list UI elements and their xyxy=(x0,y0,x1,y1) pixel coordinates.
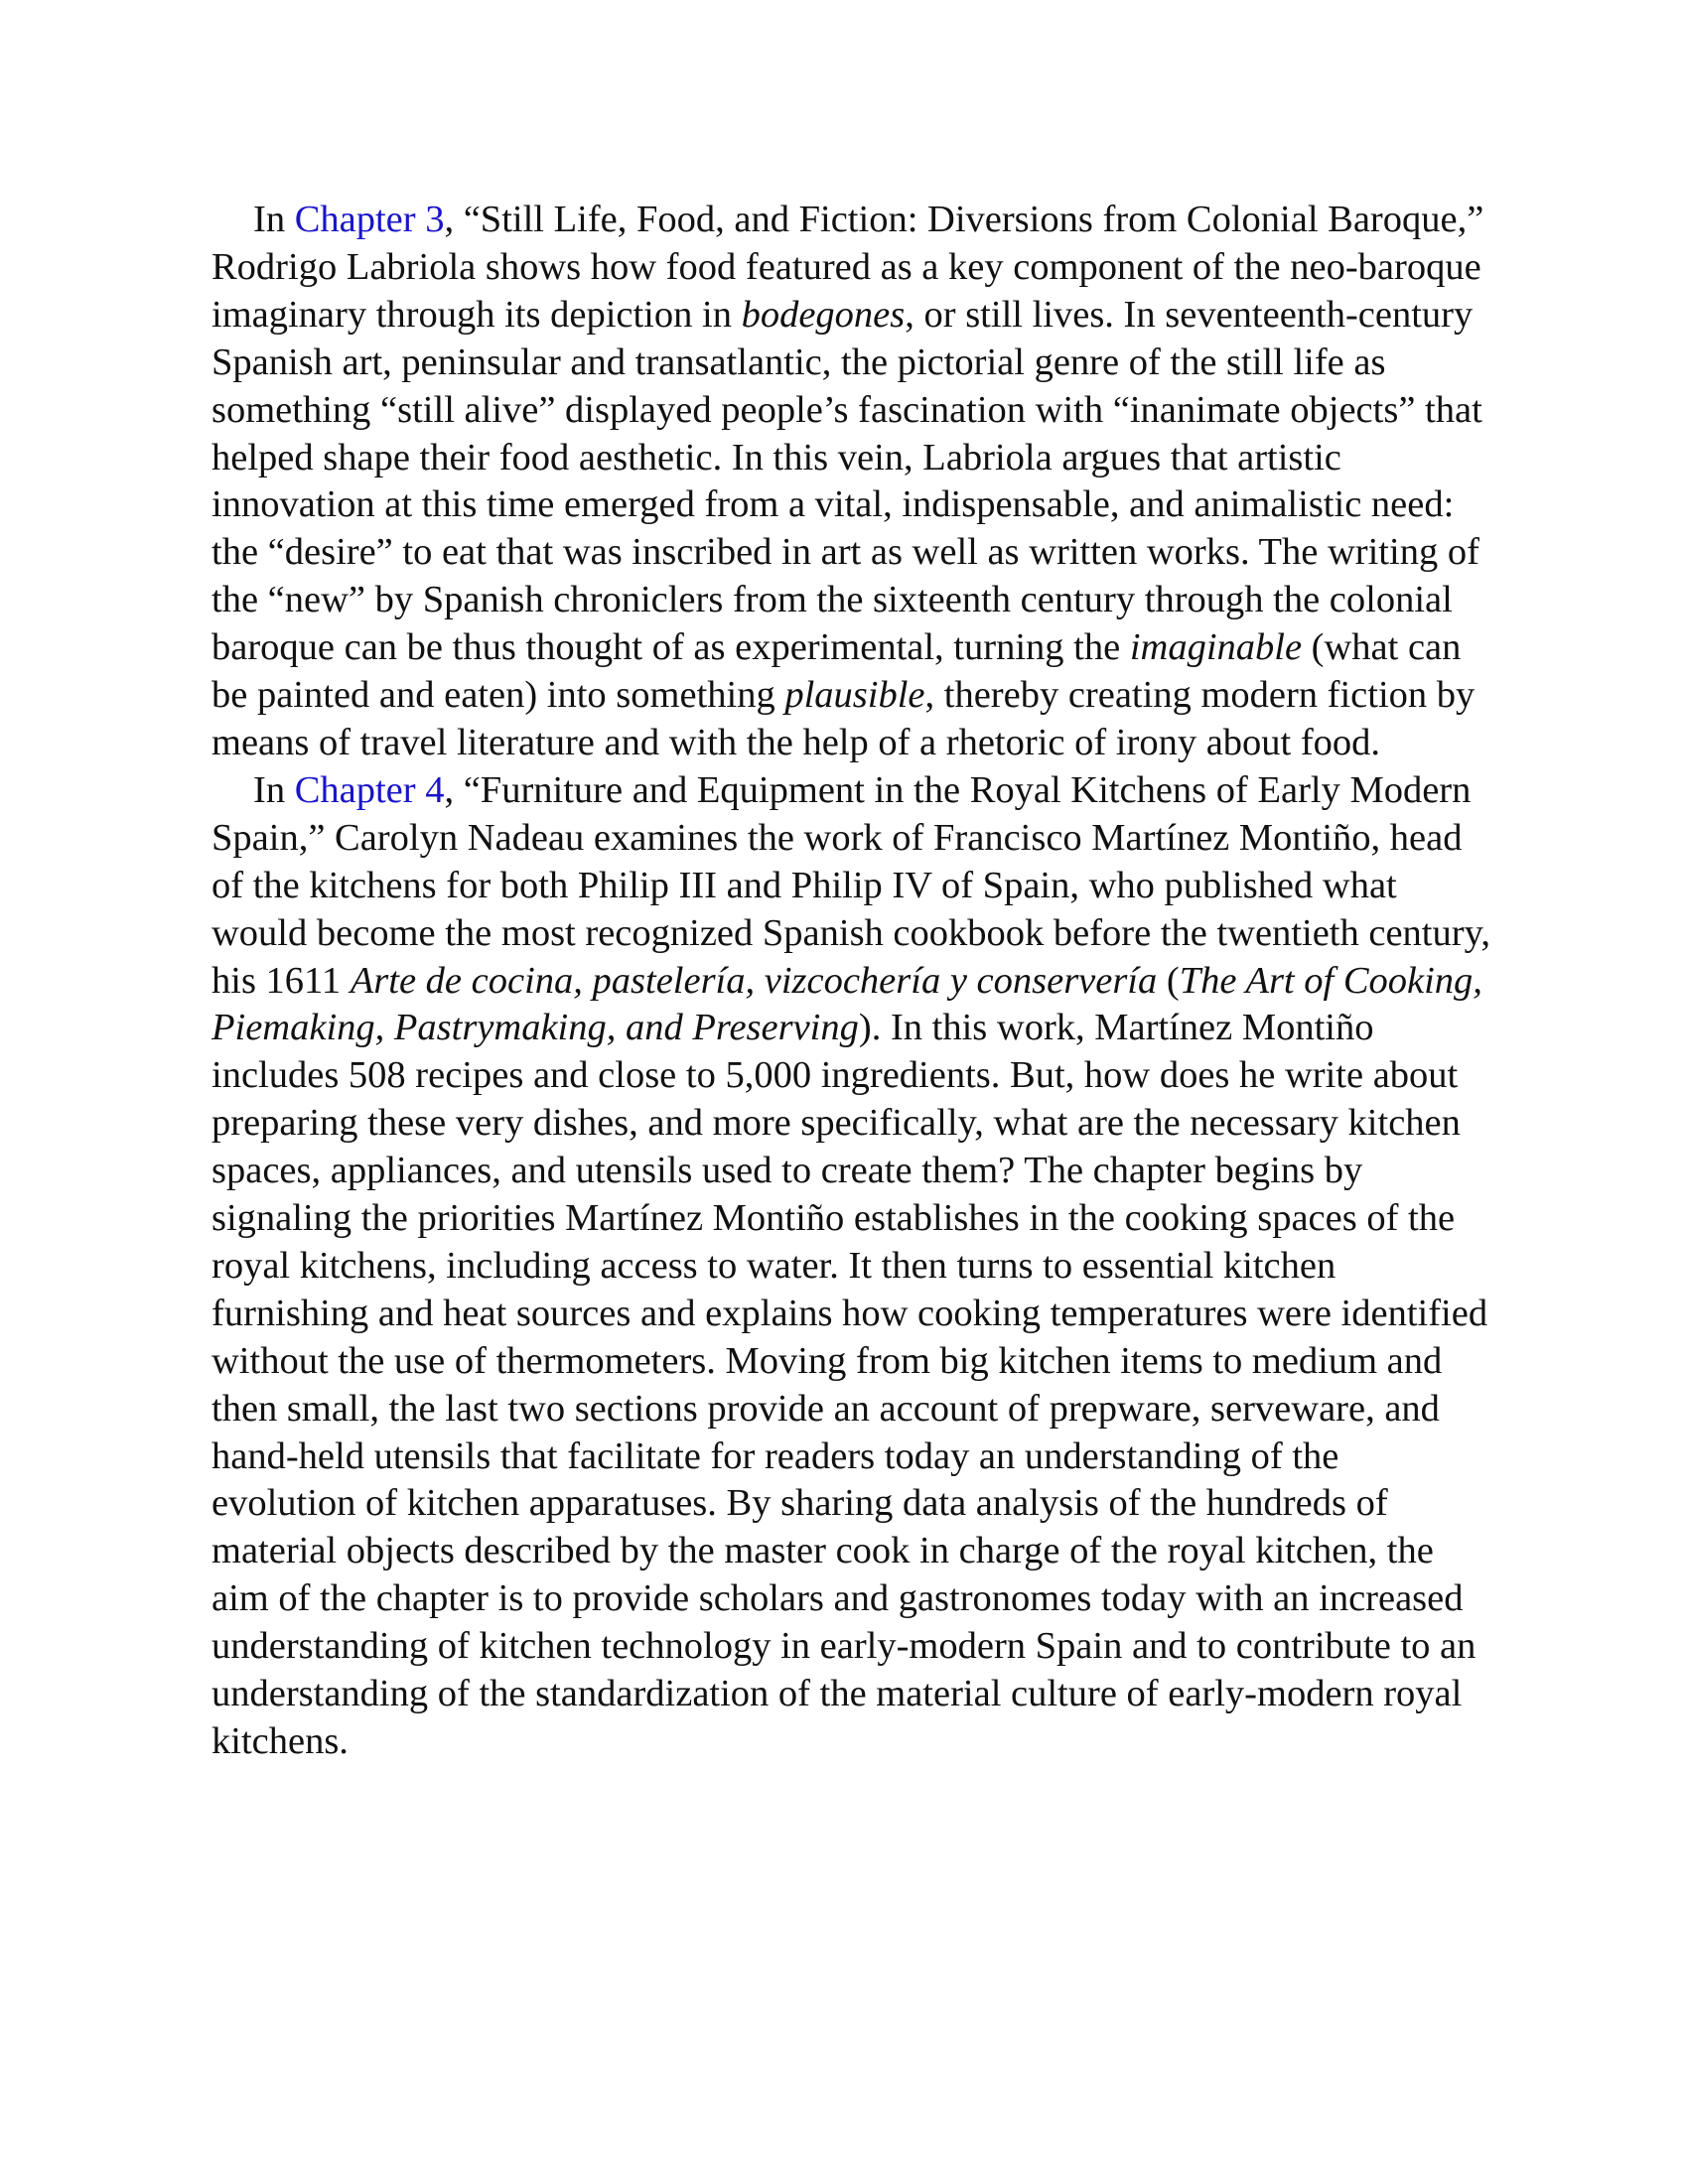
text-segment: , “Furniture and Equipment in the Royal Kitchens of Early Modern Spain,” Carolyn Nadeau examines the work of Francisco Martínez Montiño, head of the kitchens for both Philip III and Philip IV of Spain, who published what would become the most recognized Spanish cookbook before the twentieth century, his 1611 xyxy=(211,768,1490,1002)
text-segment: ). In this work, Martínez Montiño includes 508 recipes and close to 5,000 ingredients. But, how does he write about preparing these very dishes, and more specifically, what are the necessary kitchen spaces, appliances, and utensils used to create them? The chapter begins by signaling the priorities Martínez Montiño establishes in the cooking spaces of the royal kitchens, including access to water. It then turns to essential kitchen furnishing and heat sources and explains how cooking temperatures were identified without the use of thermometers. Moving from big kitchen items to medium and then small, the last two sections provide an account of prepware, serveware, and hand-held utensils that facilitate for readers today an understanding of the evolution of kitchen apparatuses. By sharing data analysis of the hundreds of material objects described by the master cook in charge of the royal kitchen, the aim of the chapter is to provide scholars and gastronomes today with an increased understanding of kitchen technology in early-modern Spain and to contribute to an understanding of the standardization of the material culture of early-modern royal kitchens. xyxy=(211,1007,1488,1762)
paragraph-chapter-4 xyxy=(211,767,1492,1766)
text-segment: ( xyxy=(1157,959,1180,1002)
chapter-4-link[interactable]: Chapter 4 xyxy=(294,768,445,811)
italic-term-plausible: plausible xyxy=(784,674,925,717)
text-segment: , “Still Life, Food, and Fiction: Diversions from Colonial Baroque,” Rodrigo Labriola shows how food featured as a key component of the neo-baroque imaginary through its depiction in xyxy=(211,199,1484,336)
document-page xyxy=(211,197,1492,1766)
italic-book-title-spanish: Arte de cocina, pastelería, vizcochería y conservería xyxy=(350,959,1158,1002)
italic-term-imaginable: imaginable xyxy=(1129,626,1303,669)
text-segment: , or still lives. In seventeenth-century Spanish art, peninsular and transatlantic, the pictorial genre of the still life as something “still alive” displayed people’s fascination with “inanimate objects” that helped shape their food aesthetic. In this vein, Labriola argues that artistic innovation at this time emerged from a vital, indispensable, and animalistic need: the “desire” to eat that was inscribed in art as well as written works. The writing of the “new” by Spanish chroniclers from the sixteenth century through the colonial baroque can be thus thought of as experimental, turning the xyxy=(211,293,1482,669)
text-segment: , thereby creating modern fiction by means of travel literature and with the help of a rhetoric of irony about food. xyxy=(211,674,1476,763)
paragraph-chapter-3 xyxy=(211,197,1492,767)
italic-term-bodegones: bodegones xyxy=(741,293,906,336)
italic-book-title-english: The Art of Cooking, Piemaking, Pastrymaking, and Preserving xyxy=(211,959,1482,1049)
text-segment: In xyxy=(253,199,295,240)
chapter-3-link[interactable]: Chapter 3 xyxy=(294,199,445,240)
text-segment: (what can be painted and eaten) into something xyxy=(211,626,1462,717)
text-segment: In xyxy=(253,768,295,811)
